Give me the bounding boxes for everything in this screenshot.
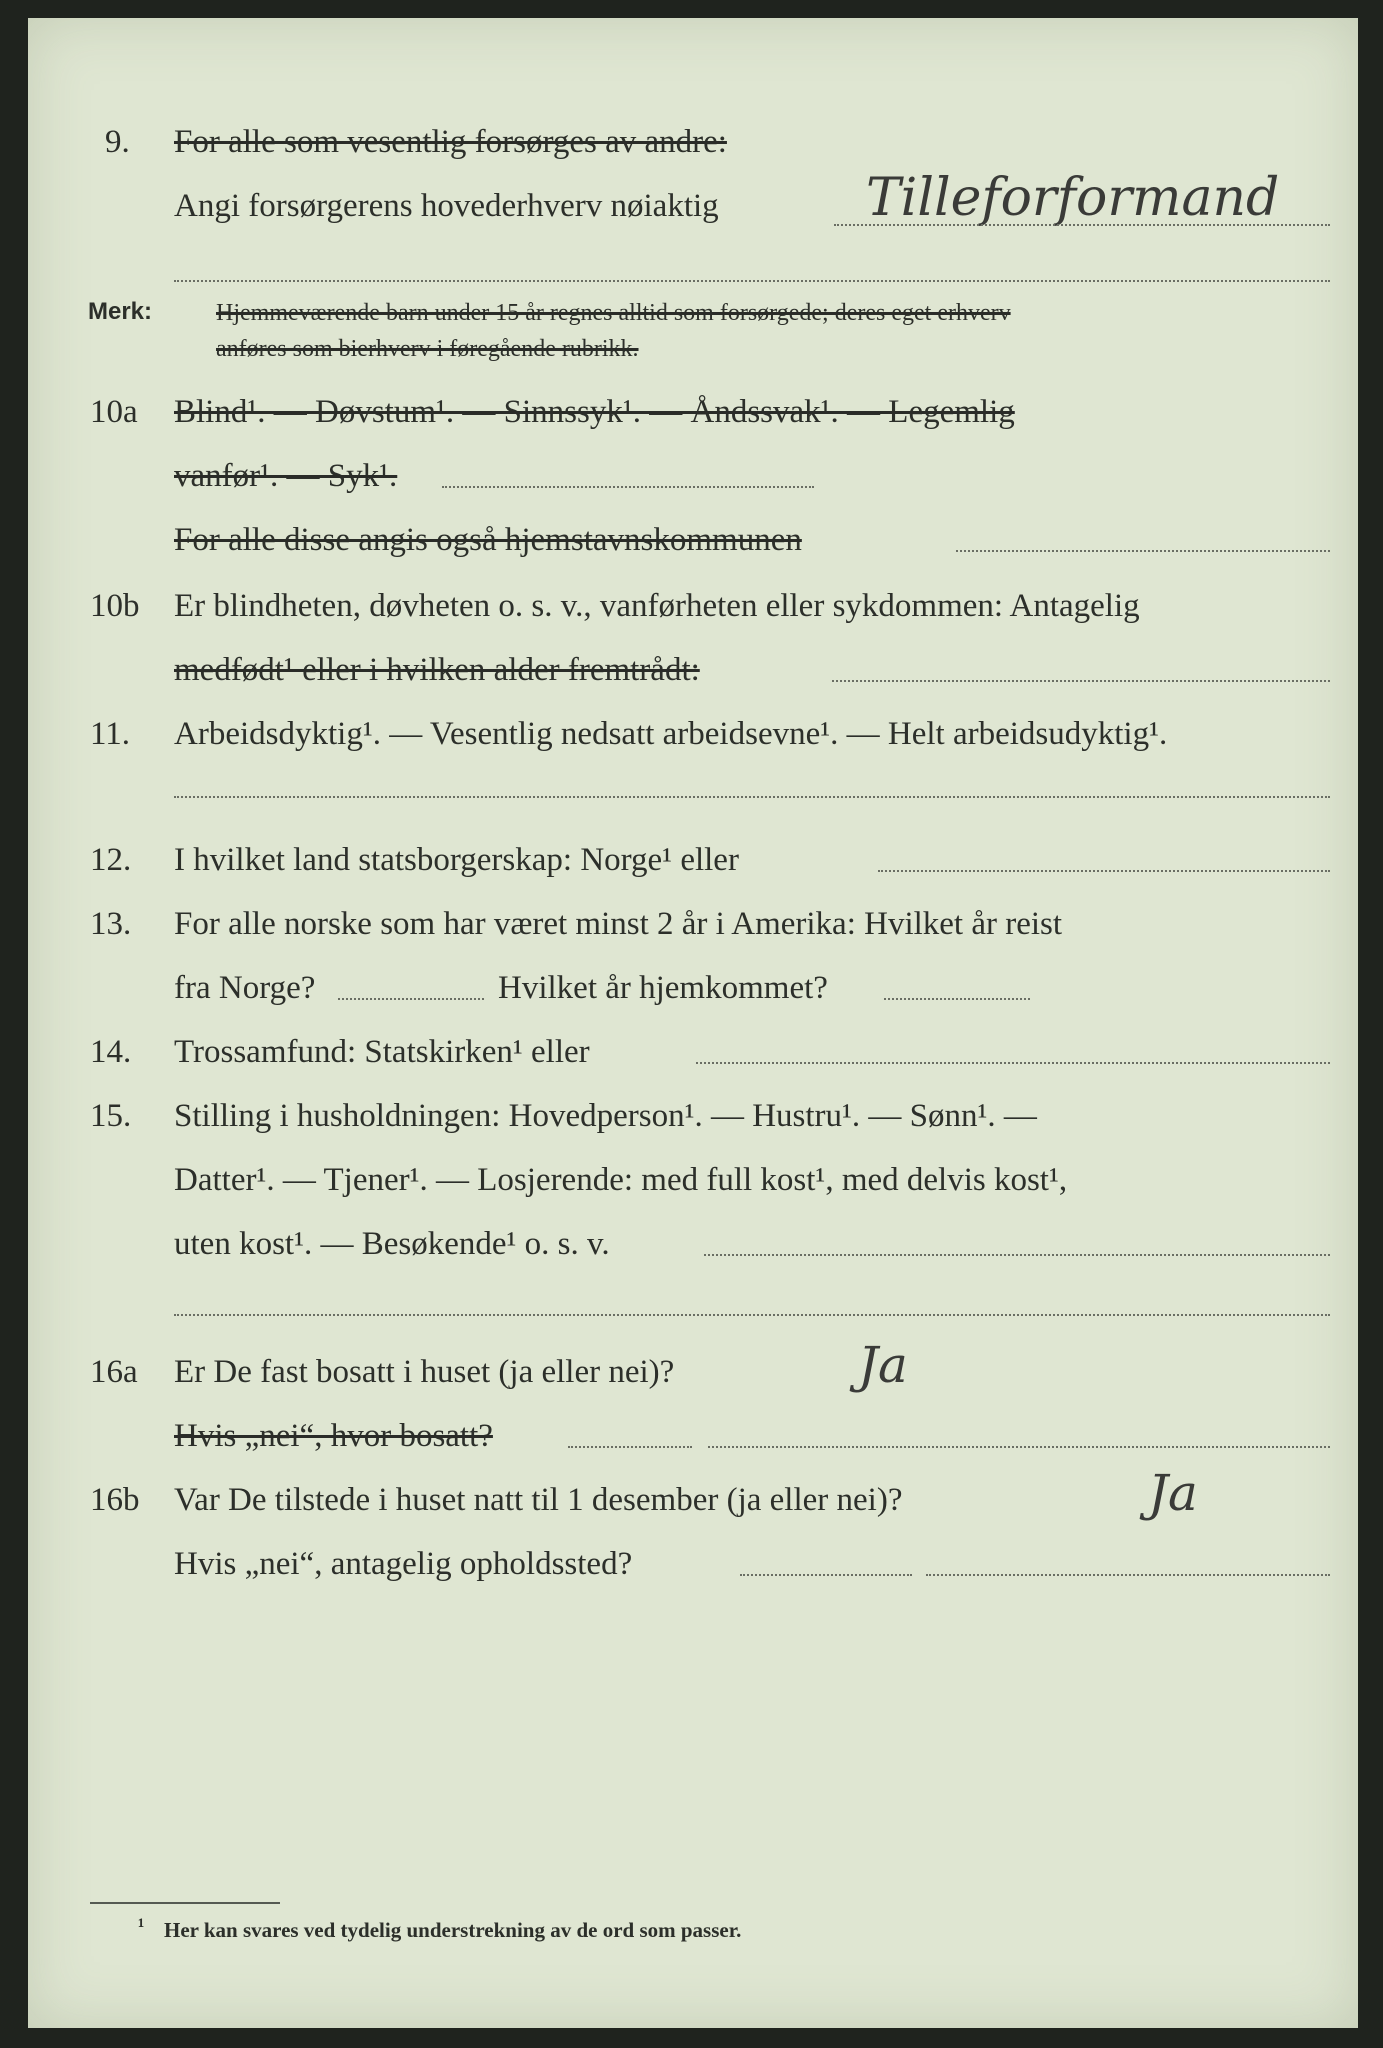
- q13-line2b: Hvilket år hjemkommet?: [498, 970, 828, 1006]
- merk-label: Merk:: [88, 298, 153, 325]
- q10b-line2: medfødt¹ eller i hvilken alder fremtrådt:: [174, 652, 700, 688]
- q9-line2: Angi forsørgerens hovederhverv nøiaktig: [174, 188, 719, 224]
- q14-answer-line: [696, 1062, 1330, 1064]
- census-form-page: [28, 18, 1358, 2028]
- q14-number: 14.: [90, 1034, 132, 1070]
- footnote-mark: ¹: [138, 1914, 145, 1938]
- q15-blank-line: [174, 1314, 1330, 1316]
- q11-number: 11.: [90, 716, 131, 752]
- q13-line2a: fra Norge?: [174, 970, 316, 1006]
- q10b-answer-line: [832, 680, 1330, 682]
- q16b-line1: Var De tilstede i huset natt til 1 desember (ja eller nei)?: [174, 1482, 903, 1518]
- q9-blank-line: [174, 280, 1330, 282]
- q11-blank-line: [174, 796, 1330, 798]
- q13-number: 13.: [90, 906, 132, 942]
- q13-line1: For alle norske som har været minst 2 år i Amerika: Hvilket år reist: [174, 906, 1063, 942]
- q16b-opholdssted-line-2: [926, 1574, 1330, 1576]
- q15-line2: Datter¹. — Tjener¹. — Losjerende: med full kost¹, med delvis kost¹,: [174, 1162, 1068, 1198]
- q13-reist-line: [338, 998, 484, 1000]
- merk-line1: Hjemmeværende barn under 15 år regnes alltid som forsørgede; deres eget erhverv: [216, 300, 1011, 326]
- q12-number: 12.: [90, 842, 132, 878]
- q10a-answer-line: [442, 486, 814, 488]
- q10a-line1: Blind¹. — Døvstum¹. — Sinnssyk¹. — Åndssvak¹. — Legemlig: [174, 394, 1015, 430]
- q10b-line1: Er blindheten, døvheten o. s. v., vanførheten eller sykdommen: Antagelig: [174, 588, 1140, 624]
- q16a-handwritten-answer: Ja: [858, 1336, 908, 1394]
- footnote-rule: [90, 1902, 280, 1904]
- q15-line3: uten kost¹. — Besøkende¹ o. s. v.: [174, 1226, 610, 1262]
- q16b-opholdssted-line-1: [740, 1574, 912, 1576]
- q9-line1: For alle som vesentlig forsørges av andre:: [174, 124, 727, 160]
- q16b-line2: Hvis „nei“, antagelig opholdssted?: [174, 1546, 633, 1582]
- q10a-line2: vanfør¹. — Syk¹.: [174, 458, 398, 494]
- q9-handwritten-answer: Tilleforformand: [866, 168, 1280, 228]
- q16a-line1: Er De fast bosatt i huset (ja eller nei)?: [174, 1354, 675, 1390]
- q11-line1: Arbeidsdyktig¹. — Vesentlig nedsatt arbeidsevne¹. — Helt arbeidsudyktig¹.: [174, 716, 1168, 752]
- q10a-kommune-line: [956, 550, 1330, 552]
- footnote-text: Her kan svares ved tydelig understrekning av de ord som passer.: [164, 1918, 742, 1942]
- q16a-bosatt-line-2: [708, 1446, 1330, 1448]
- q16b-number: 16b: [90, 1482, 140, 1518]
- q9-answer-line: [834, 224, 1330, 226]
- q13-hjemkommet-line: [884, 998, 1030, 1000]
- q10a-line3: For alle disse angis også hjemstavnskommunen: [174, 522, 802, 558]
- merk-line2: anføres som bierhverv i føregående rubrikk.: [216, 336, 639, 362]
- q15-answer-line: [704, 1254, 1330, 1256]
- q14-line1: Trossamfund: Statskirken¹ eller: [174, 1034, 590, 1070]
- q16a-line2: Hvis „nei“, hvor bosatt?: [174, 1418, 493, 1454]
- q16b-handwritten-answer: Ja: [1148, 1464, 1198, 1522]
- q12-answer-line: [878, 870, 1330, 872]
- q16a-number: 16a: [90, 1354, 138, 1390]
- q12-line1: I hvilket land statsborgerskap: Norge¹ eller: [174, 842, 739, 878]
- q9-number: 9.: [105, 124, 130, 160]
- q15-number: 15.: [90, 1098, 132, 1134]
- q10a-number: 10a: [90, 394, 138, 430]
- q16a-bosatt-line-1: [568, 1446, 692, 1448]
- q10b-number: 10b: [90, 588, 140, 624]
- q15-line1: Stilling i husholdningen: Hovedperson¹. — Hustru¹. — Sønn¹. —: [174, 1098, 1037, 1134]
